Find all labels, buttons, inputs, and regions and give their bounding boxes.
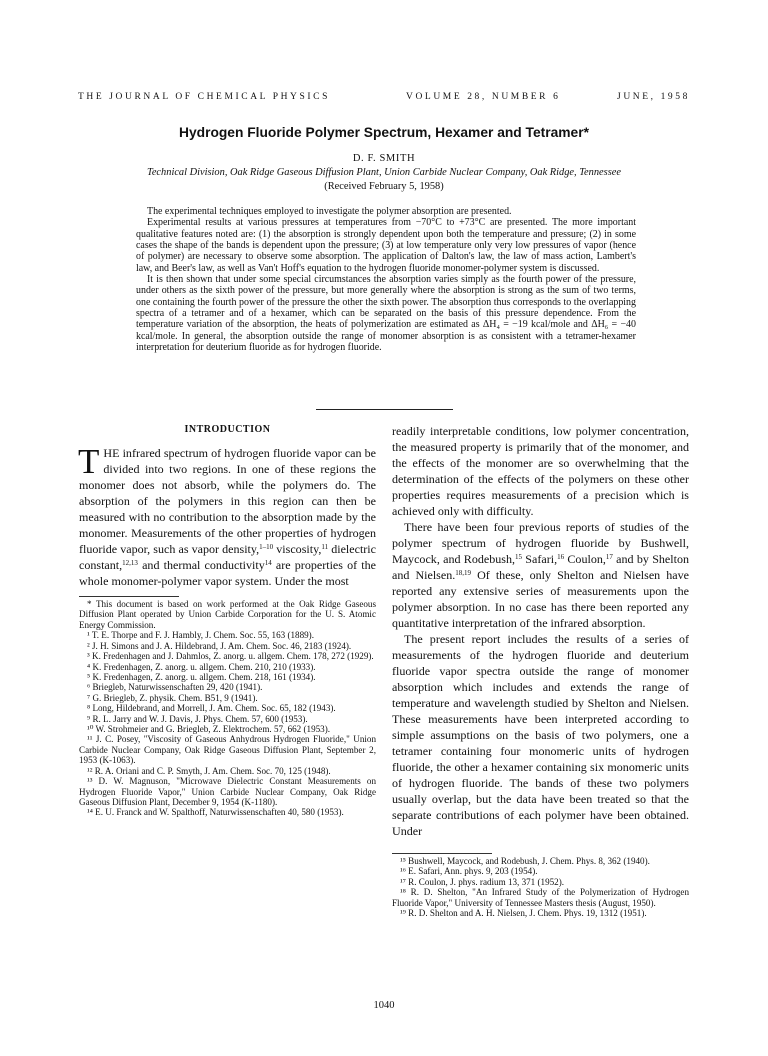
footnote: ⁸ Long, Hildebrand, and Morrell, J. Am. Chem. Soc. 65, 182 (1943).	[87, 703, 336, 714]
footnote: ¹⁵ Bushwell, Maycock, and Rodebush, J. Chem. Phys. 8, 362 (1940).	[400, 856, 650, 866]
footnotes-left	[79, 599, 376, 818]
footnote-separator	[392, 853, 492, 854]
reference-marker[interactable]: 16	[557, 553, 565, 561]
body-paragraph: The present report includes the results of a series of measurements of the hydrogen fluoride and deuterium fluoride vapor spectra outside the range of monomer absorption which includes and extends the range of temperature and wavelength studied by Shelton and Nielsen. These measurements have been interpreted according to simple assumptions on the basis of two polymers, one a tetramer containing four monomeric units of hydrogen fluoride, the other a hexamer containing six monomeric units of hydrogen fluoride. The bands of these two polymers usually overlap, but the data have been treated so that the separate contributions of each polymer have been obtained. Under	[392, 632, 689, 838]
affiliation: Technical Division, Oak Ridge Gaseous Diffusion Plant, Union Carbide Nuclear Company, Oak Ridge, Tennessee	[147, 167, 621, 178]
reference-marker[interactable]: 11	[321, 543, 329, 551]
footnote: ⁴ K. Fredenhagen, Z. anorg. u. allgem. Chem. 210, 210 (1933).	[87, 661, 316, 672]
body-paragraph: readily interpretable conditions, low polymer concentration, the measured property is primarily that of the monomer, and the effects of the monomer are so overwhelming that the determination of the effects of the polymers on these other properties requires measurements of a precision which is achieved only with difficulty.	[392, 424, 689, 518]
body-text	[78, 442, 377, 589]
body-paragraph: There have been four previous reports of studies of the polymer spectrum of hydrogen fluoride by Bushwell, Maycock, and Rodebush,$^{15}$ Safari,$^{16}$ Coulon,$^{17}$ and by Shelton and Nielsen.$^{18,19}$ Of these, only Shelton and Nielsen have reported any extensive series of measurements upon the polymer absorption. In no case has there been reported any quantitative interpretation of the infrared absorption.	[392, 520, 689, 630]
section-heading: INTRODUCTION	[184, 424, 271, 435]
left-column	[79, 423, 376, 589]
right-column	[392, 423, 689, 839]
footnote: ⁶ Briegleb, Naturwissenschaften 29, 420 (1941).	[87, 682, 263, 693]
journal-name: THE JOURNAL OF CHEMICAL PHYSICS	[78, 92, 330, 102]
footnote: ³ K. Fredenhagen and J. Dahmlos, Z. anorg. u. allgem. Chem. 178, 272 (1929).	[87, 651, 374, 662]
drop-cap: T	[78, 442, 100, 481]
footnote: ¹⁸ R. D. Shelton, "An Infrared Study of the Polymerization of Hydrogen Fluoride Vapor," University of Tennessee Masters thesis (August, 1950).	[392, 887, 689, 908]
body-text	[392, 423, 689, 839]
footnote: ¹⁴ E. U. Franck and W. Spalthoff, Naturwissenschaften 40, 580 (1953).	[87, 807, 344, 818]
abstract-paragraph: Experimental results at various pressures at temperatures from −70°C to +73°C are presented. The more important qualitative features noted are: (1) the absorption is strongly dependent upon both the temperature and pressure; (2) in some cases the shape of the bands is dependent upon the pressure; (3) at low temperature only very low pressures of vapor (hence of polymer) are necessary to observe some absorption. The application of Dalton's law, the law of mass action, Lambert's law, and Beer's law, as well as Van't Hoff's equation to the hydrogen fluoride monomer-polymer system is discussed.	[136, 217, 636, 274]
reference-marker[interactable]: 15	[515, 553, 523, 561]
received-date: (Received February 5, 1958)	[324, 181, 444, 192]
footnote: ¹⁹ R. D. Shelton and A. H. Nielsen, J. Chem. Phys. 19, 1312 (1951).	[400, 908, 647, 919]
running-header	[78, 92, 690, 106]
reference-marker[interactable]: 17	[605, 553, 613, 561]
reference-marker[interactable]: 14	[264, 559, 272, 567]
footnote: ¹⁰ W. Strohmeier and G. Briegleb, Z. Elektrochem. 57, 662 (1953).	[87, 724, 331, 735]
footnote: ¹³ D. W. Magnuson, "Microwave Dielectric Constant Measurements on Hydrogen Fluoride Vapor," Union Carbide Nuclear Company, Oak Ridge Gaseous Diffusion Plant, December 9, 1954 (K-1180).	[79, 776, 376, 808]
abstract	[136, 206, 636, 353]
reference-marker[interactable]: 18,19	[455, 569, 472, 577]
footnote: ¹⁷ R. Coulon, J. phys. radium 13, 371 (1952).	[400, 876, 565, 887]
body-paragraph: THE infrared spectrum of hydrogen fluoride vapor can be divided into two regions. In one of these regions the monomer does not absorb, while the polymers do. The absorption of the polymers in this region can then be measured with no contribution to the absorption made by the monomer. Measurements of the other properties of hydrogen fluoride vapor, such as vapor density,$^{1-10}$ viscosity,$^{11}$ dielectric constant,$^{12,13}$ and thermal conductivity$^{14}$ are properties of the whole monomer-polymer vapor system. Under the most	[78, 442, 377, 588]
footnote: ⁹ R. L. Jarry and W. J. Davis, J. Phys. Chem. 57, 600 (1953).	[87, 713, 308, 724]
footnote: ¹ T. E. Thorpe and F. J. Hambly, J. Chem. Soc. 55, 163 (1889).	[87, 630, 314, 641]
abstract-paragraph: It is then shown that under some special circumstances the absorption varies simply as the fourth power of the pressure, under others as the sixth power of the pressure, but more generally where the absorption is strong as the sum of two terms, one containing the fourth power of the pressure the other the sixth power. The absorption thus corresponds to the overlapping spectra of a tetramer and of a hexamer, which can be separated on the basis of this pressure dependence. From the temperature variation of the absorption, the heats of polymerization are estimated as ΔH₄ = −19 kcal/mole and ΔH₆ = −40 kcal/mole. In general, the absorption outside the range of monomer absorption is as consistent with a tetramer-hexamer interpretation for deuterium fluoride as for hydrogen fluoride.	[136, 274, 636, 354]
volume-number: VOLUME 28, NUMBER 6	[406, 92, 561, 102]
page-number: 1040	[373, 1000, 395, 1011]
footnotes-right	[392, 856, 689, 919]
reference-marker[interactable]: 12,13	[122, 559, 138, 567]
paper-title: Hydrogen Fluoride Polymer Spectrum, Hexamer and Tetramer*	[179, 125, 589, 140]
footnote: ¹⁶ E. Safari, Ann. phys. 9, 203 (1954).	[400, 866, 538, 877]
section-divider	[316, 409, 453, 410]
footnote-separator	[79, 596, 179, 597]
abstract-paragraph: The experimental techniques employed to investigate the polymer absorption are presented.	[147, 206, 512, 217]
footnote: ⁷ G. Briegleb, Z. physik. Chem. B51, 9 (1941).	[87, 692, 258, 703]
footnote: ⁵ K. Fredenhagen, Z. anorg. u. allgem. Chem. 218, 161 (1934).	[87, 671, 316, 682]
reference-marker[interactable]: 1–10	[259, 543, 274, 551]
author: D. F. SMITH	[352, 153, 416, 164]
footnote: ¹¹ J. C. Posey, "Viscosity of Gaseous Anhydrous Hydrogen Fluoride," Union Carbide Nuclear Company, Oak Ridge Gaseous Diffusion Plant, September 2, 1953 (K-1063).	[79, 734, 376, 766]
footnote: ¹² R. A. Oriani and C. P. Smyth, J. Am. Chem. Soc. 70, 125 (1948).	[87, 765, 331, 776]
footnote: ² J. H. Simons and J. A. Hildebrand, J. Am. Chem. Soc. 46, 2183 (1924).	[87, 640, 352, 651]
issue-date: JUNE, 1958	[617, 92, 690, 102]
footnote: * This document is based on work performed at the Oak Ridge Gaseous Diffusion Plant operated by Union Carbide Corporation for the U. S. Atomic Energy Commission.	[79, 599, 376, 630]
